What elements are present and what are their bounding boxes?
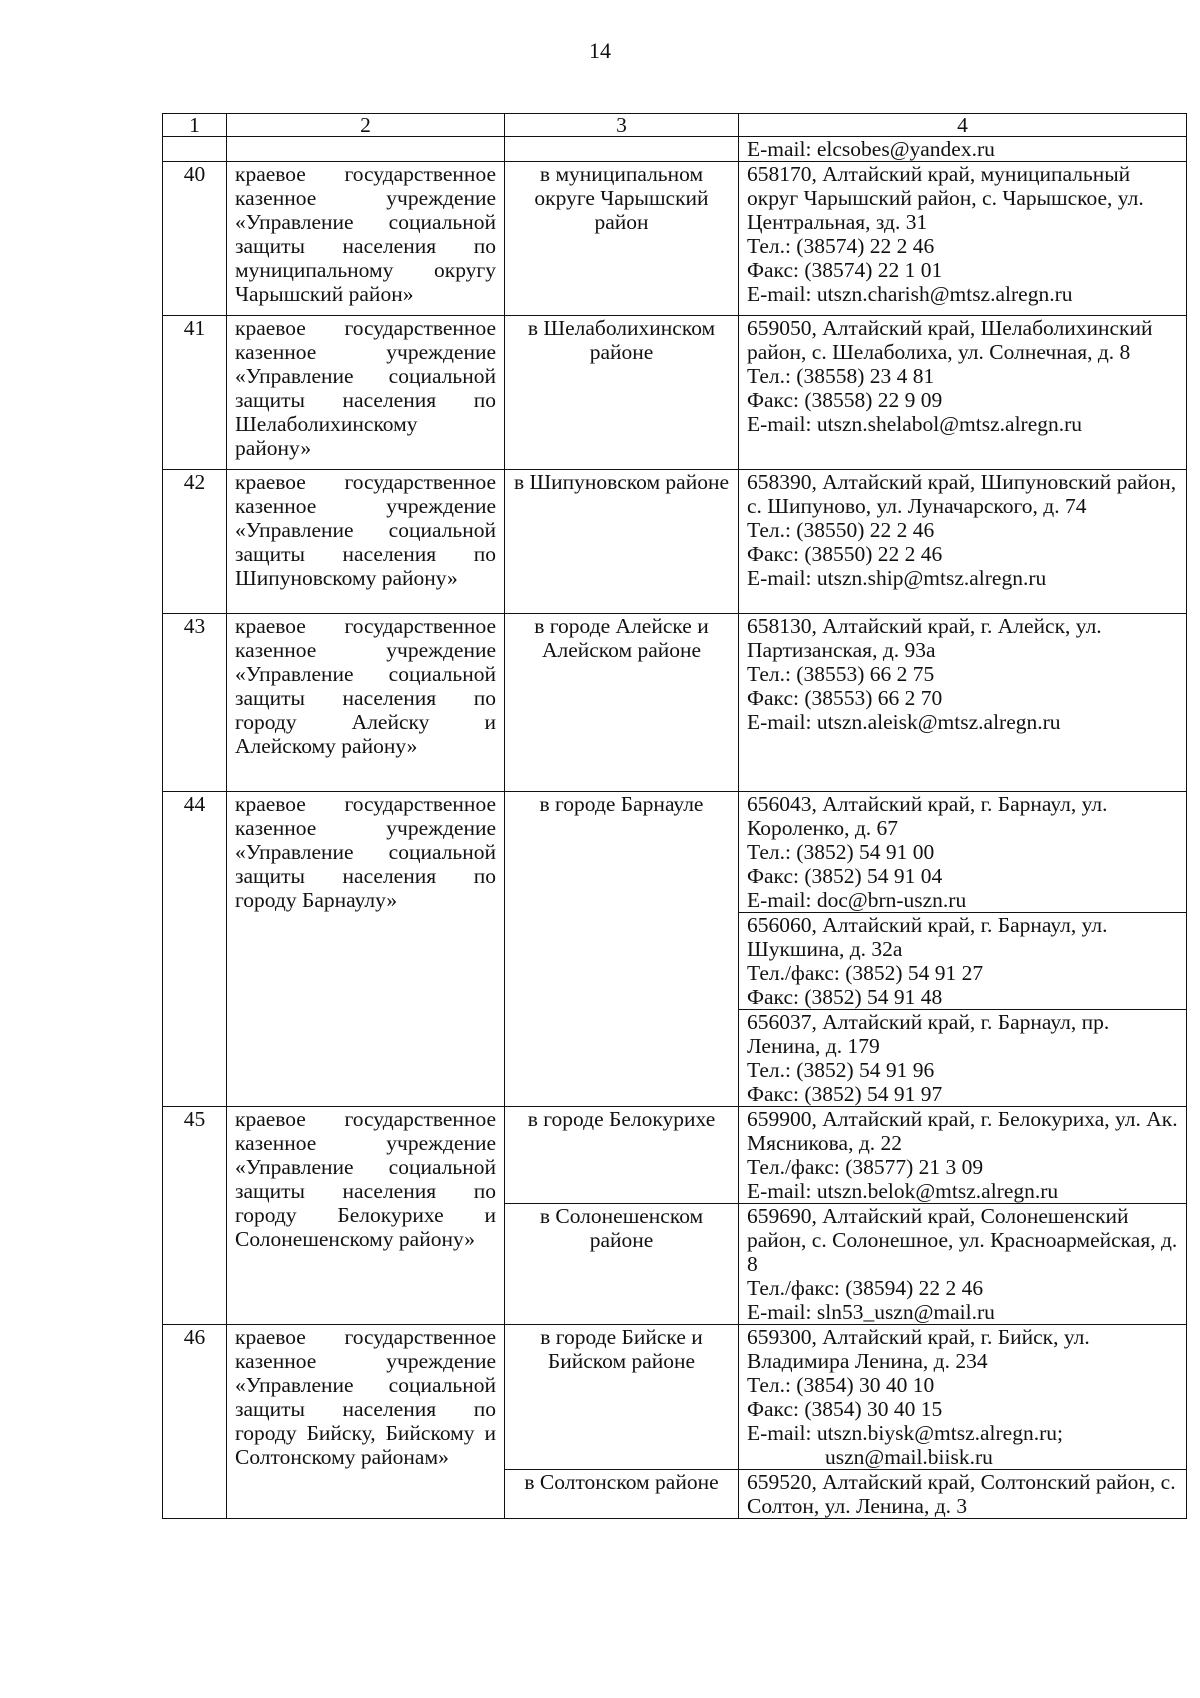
table-row <box>163 470 1187 614</box>
row-number: 46 <box>163 1325 227 1519</box>
email: E-mail: utszn.shelabol@mtsz.alregn.ru <box>747 412 1083 436</box>
institutions-table <box>162 113 1187 1519</box>
address: 656043, Алтайский край, г. Барнаул, ул. Короленко, д. 67 <box>747 792 1108 840</box>
email: E-mail: sln53_uszn@mail.ru <box>747 1300 995 1324</box>
table-row <box>163 162 1187 316</box>
service-area: в городе Барнауле <box>505 792 739 1107</box>
phone: Тел.: (3854) 30 40 10 <box>747 1373 935 1397</box>
fax: Факс: (3852) 54 91 97 <box>747 1082 943 1106</box>
address: 658130, Алтайский край, г. Алейск, ул. Партизанская, д. 93а <box>747 614 1102 662</box>
fax: Факс: (3852) 54 91 04 <box>747 864 943 888</box>
address: 659520, Алтайский край, Солтонский район, с. Солтон, ул. Ленина, д. 3 <box>747 1470 1176 1518</box>
phone: Тел.: (3852) 54 91 96 <box>747 1058 935 1082</box>
organization-name: краевое государственное казенное учреждение «Управление социальной защиты населения по Шипуновскому району» <box>227 470 505 614</box>
column-header: 3 <box>505 114 739 137</box>
table-row <box>163 1107 1187 1204</box>
row-number: 44 <box>163 792 227 1107</box>
email: E-mail: utszn.belok@mtsz.alregn.ru <box>747 1179 1059 1203</box>
table-row <box>163 614 1187 792</box>
page-number: 14 <box>589 38 611 63</box>
row-number: 40 <box>163 162 227 316</box>
organization-name: краевое государственное казенное учреждение «Управление социальной защиты населения по городу Белокурихе и Солонешенскому району» <box>227 1107 505 1325</box>
table-row <box>163 792 1187 913</box>
table-row <box>163 137 1187 162</box>
service-area: в Солонешенском районе <box>505 1204 739 1325</box>
phone: Тел./факс: (38594) 22 2 46 <box>747 1276 984 1300</box>
phone: Тел.: (38550) 22 2 46 <box>747 518 935 542</box>
address: 659900, Алтайский край, г. Белокуриха, ул. Ак. Мясникова, д. 22 <box>747 1107 1178 1155</box>
row-number: 45 <box>163 1107 227 1325</box>
phone: Тел./факс: (38577) 21 3 09 <box>747 1155 984 1179</box>
column-header: 1 <box>163 114 227 137</box>
fax: Факс: (38553) 66 2 70 <box>747 686 943 710</box>
address: 659300, Алтайский край, г. Бийск, ул. Владимира Ленина, д. 234 <box>747 1325 1090 1373</box>
row-number: 41 <box>163 316 227 470</box>
phone: Тел.: (3852) 54 91 00 <box>747 840 935 864</box>
phone: Тел.: (38558) 23 4 81 <box>747 364 935 388</box>
service-area: в городе Алейске и Алейском районе <box>505 614 739 792</box>
table-row <box>163 316 1187 470</box>
organization-name: краевое государственное казенное учреждение «Управление социальной защиты населения по городу Барнаулу» <box>227 792 505 1107</box>
email: E-mail: doc@brn-uszn.ru <box>747 888 967 912</box>
column-header: 2 <box>227 114 505 137</box>
email: E-mail: utszn.charish@mtsz.alregn.ru <box>747 282 1073 306</box>
address: 659050, Алтайский край, Шелаболихинский район, с. Шелаболиха, ул. Солнечная, д. 8 <box>747 316 1153 364</box>
row-number: 43 <box>163 614 227 792</box>
column-header: 4 <box>739 114 1187 137</box>
phone: Тел.: (38574) 22 2 46 <box>747 234 935 258</box>
organization-name: краевое государственное казенное учреждение «Управление социальной защиты населения по Шелаболихинскому району» <box>227 316 505 470</box>
email: E-mail: utszn.ship@mtsz.alregn.ru <box>747 566 1047 590</box>
row-number: 42 <box>163 470 227 614</box>
address: 656037, Алтайский край, г. Барнаул, пр. Ленина, д. 179 <box>747 1010 1110 1058</box>
service-area: в муниципальном округе Чарышский район <box>505 162 739 316</box>
service-area: в Солтонском районе <box>505 1470 739 1519</box>
email: E-mail: utszn.biysk@mtsz.alregn.ru; <box>747 1421 1063 1445</box>
organization-name: краевое государственное казенное учреждение «Управление социальной защиты населения по городу Алейску и Алейскому району» <box>227 614 505 792</box>
phone: Тел.: (38553) 66 2 75 <box>747 662 935 686</box>
fax: Факс: (38558) 22 9 09 <box>747 388 943 412</box>
service-area: в Шелаболихинском районе <box>505 316 739 470</box>
service-area: в городе Белокурихе <box>505 1107 739 1204</box>
phone: Тел./факс: (3852) 54 91 27 <box>747 961 984 985</box>
fax: Факс: (38550) 22 2 46 <box>747 542 943 566</box>
table-row <box>163 1325 1187 1470</box>
email: uszn@mail.biisk.ru <box>825 1445 993 1469</box>
fax: Факс: (3852) 54 91 48 <box>747 985 943 1009</box>
fax: Факс: (38574) 22 1 01 <box>747 258 943 282</box>
email: E-mail: utszn.aleisk@mtsz.alregn.ru <box>747 710 1061 734</box>
address: 656060, Алтайский край, г. Барнаул, ул. Шукшина, д. 32а <box>747 913 1108 961</box>
organization-name: краевое государственное казенное учреждение «Управление социальной защиты населения по муниципальному округу Чарышский район» <box>227 162 505 316</box>
service-area: в Шипуновском районе <box>505 470 739 614</box>
address: 658390, Алтайский край, Шипуновский район, с. Шипуново, ул. Луначарского, д. 74 <box>747 470 1177 518</box>
header-row <box>163 114 1187 137</box>
address: 659690, Алтайский край, Солонешенский район, с. Солонешное, ул. Красноармейская, д. 8 <box>747 1204 1178 1276</box>
fax: Факс: (3854) 30 40 15 <box>747 1397 943 1421</box>
address: 658170, Алтайский край, муниципальный округ Чарышский район, с. Чарышское, ул. Центральная, зд. 31 <box>747 162 1144 234</box>
email: E-mail: elcsobes@yandex.ru <box>747 137 995 161</box>
service-area: в городе Бийске и Бийском районе <box>505 1325 739 1470</box>
organization-name: краевое государственное казенное учреждение «Управление социальной защиты населения по городу Бийску, Бийскому и Солтонскому районам» <box>227 1325 505 1519</box>
